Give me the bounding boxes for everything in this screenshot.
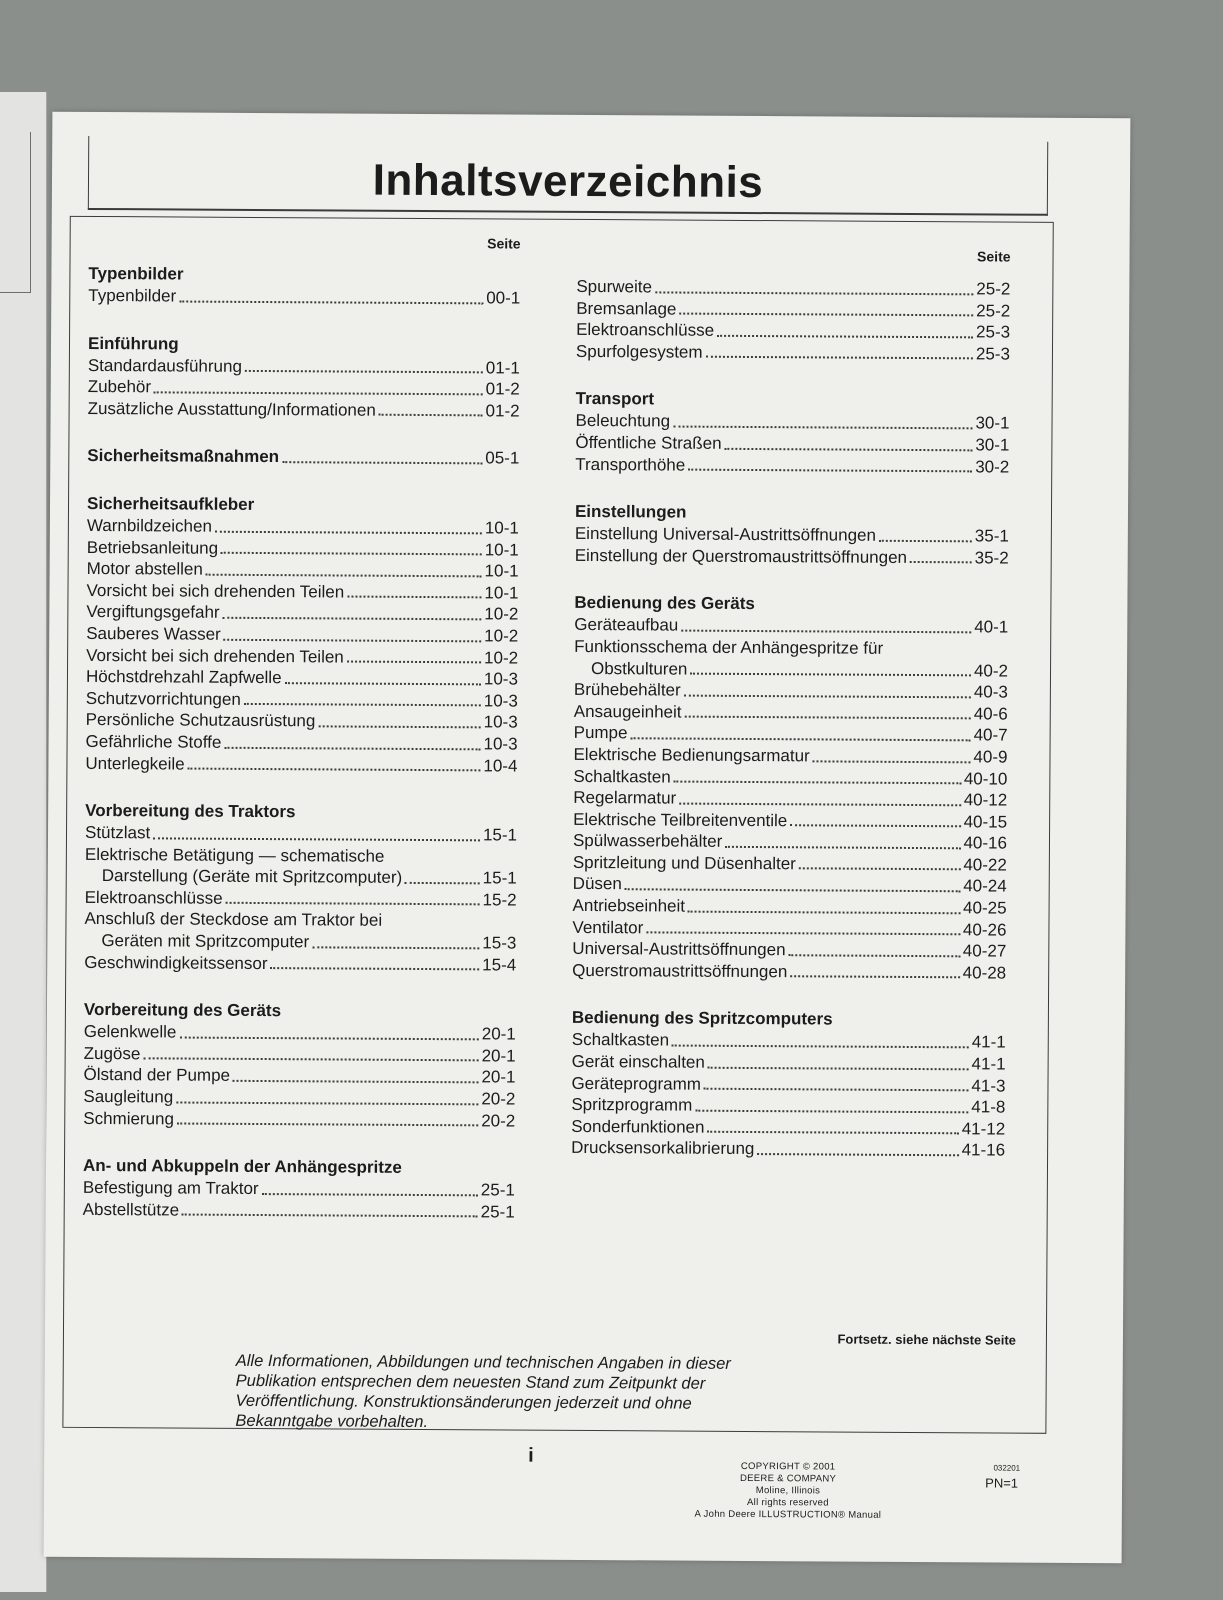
toc-entry [573,873,1007,897]
page-ref: 40-16 [963,833,1008,853]
page-ref: 40-6 [973,704,1008,724]
toc-entry [573,830,1007,854]
page-ref: 20-1 [481,1024,516,1044]
toc-entry [86,644,518,668]
toc-entry-label: Vergiftungsgefahr [86,602,220,623]
page-ref: 20-2 [481,1110,516,1131]
page-ref: 40-22 [963,855,1007,875]
section-title: Transport [575,389,655,409]
page-ref: 40-7 [973,725,1008,745]
toc-entry-label: Vorsicht bei sich drehenden Teilen [86,645,344,667]
toc-left-column [82,217,521,1222]
dot-leader [708,1065,969,1070]
copyright-block [673,1461,903,1522]
toc-entry [571,1073,1005,1097]
toc-entry [85,865,517,889]
toc-entry [83,1177,515,1201]
section-title: Sicherheitsmaßnahmen [87,446,280,467]
page-ref: 15-3 [482,933,517,953]
toc-entry-label: Geräteprogramm [571,1073,701,1094]
toc-entry [88,376,520,400]
copyright-line: COPYRIGHT © 2001 [740,1460,836,1473]
page-ref: 41-1 [971,1054,1006,1074]
page-ref: 10-4 [483,755,518,776]
dot-leader [245,369,483,373]
dot-leader [706,355,973,360]
page-ref: 30-2 [975,456,1010,477]
toc-entry [83,1064,515,1088]
toc-entry-label: Schmierung [83,1108,175,1129]
page-ref: 40-26 [962,919,1007,940]
page-ref: 40-28 [962,963,1007,983]
toc-entry-label: Sonderfunktionen [571,1116,705,1137]
dot-leader [690,672,971,677]
seite-header-right: Seite [977,248,1011,265]
toc-entry-label: Sauberes Wasser [86,623,221,644]
dot-leader [684,693,971,698]
toc-entry-label: Elektroanschlüsse [576,320,715,340]
page-ref: 41-8 [971,1097,1006,1117]
page-ref: 10-2 [484,647,519,668]
page-ref: 01-2 [485,401,520,421]
copyright-line: Moline, Illinois [755,1485,821,1497]
toc-entry-label: Stützlast [84,823,151,843]
toc-entry [572,960,1006,984]
page-ref: 20-1 [481,1067,516,1088]
page-ref: 10-3 [483,691,518,711]
dot-leader [704,1087,969,1092]
seite-header-left: Seite [487,235,521,252]
page-ref: 40-24 [963,876,1007,897]
section-title: Bedienung des Spritzcomputers [571,1008,833,1029]
toc-section [83,999,516,1132]
dot-leader [630,736,970,741]
copyright-line: All rights reserved [747,1496,829,1509]
dot-leader [215,529,482,534]
page-ref: 40-9 [973,747,1008,767]
toc-entry [571,1116,1005,1140]
page-ref: 25-1 [480,1180,515,1200]
toc-entry [572,1029,1006,1053]
toc-section [88,263,520,309]
page-ref: 41-16 [961,1140,1006,1160]
page-ref: 25-3 [976,322,1011,342]
dot-leader [725,446,973,451]
toc-entry-label: Betriebsanleitung [86,537,219,558]
toc-entry-label: Düsen [572,874,622,894]
toc-section [572,592,1008,984]
toc-section [83,1155,515,1223]
dot-leader [405,881,480,884]
dot-leader [684,715,970,720]
toc-entry [85,887,517,911]
dot-leader [707,1130,958,1135]
toc-entry [576,276,1010,300]
toc-entry [86,623,518,647]
page-ref: 41-3 [971,1075,1006,1096]
dot-leader [244,702,481,706]
toc-entry-label: Universal-Austrittsöffnungen [572,939,786,960]
toc-section [88,333,521,422]
page-ref: 10-2 [484,604,519,624]
copyright-line: A John Deere ILLUSTRUCTION® Manual [694,1508,882,1521]
toc-entry [88,355,520,379]
dot-leader [176,1100,478,1105]
page-ref: 30-1 [975,413,1010,433]
toc-entry [87,515,519,539]
title-frame [88,136,1048,216]
dot-leader [143,1057,478,1062]
dot-leader [681,629,971,634]
toc-entry [571,1137,1005,1161]
toc-entry-label: Einstellung Universal-Austrittsöffnungen [574,524,877,545]
toc-entry [574,657,1008,681]
section-title: Vorbereitung des Traktors [85,801,296,822]
toc-entry [575,523,1009,547]
toc-entry [574,679,1008,703]
toc-entry [87,537,519,561]
toc-entry [85,752,517,776]
toc-entry-label: Schaltkasten [571,1030,670,1050]
dot-leader [347,660,481,664]
toc-entry-label: Pumpe [573,723,628,743]
page-ref: 35-2 [974,548,1009,568]
dot-leader [224,745,480,750]
page-ref: 40-10 [963,768,1008,789]
dot-leader [318,724,480,728]
toc-entry-label: Persönliche Schutzausrüstung [85,710,316,731]
toc-entry-label: Spritzleitung und Düsenhalter [572,852,796,874]
toc-entry-label: Ventilator [572,917,644,938]
toc-entry [572,938,1006,962]
page-ref: 40-1 [974,617,1009,637]
dot-leader [673,424,972,429]
toc-section [87,445,519,469]
toc-entry [572,1051,1006,1075]
toc-left-list [82,263,520,1249]
dot-leader [177,1122,478,1127]
document-code: 032201 [993,1463,1021,1473]
toc-entry-label: Befestigung am Traktor [82,1178,259,1199]
page-ref: 15-4 [482,955,517,975]
copyright-line: DEERE & COMPANY [739,1472,837,1485]
dot-leader [262,1192,478,1196]
toc-entry-label: Spurfolgesystem [575,341,703,362]
page-ref: 35-1 [974,526,1009,546]
page-ref: 15-2 [482,890,517,910]
toc-entry-continuation: Darstellung (Geräte mit Spritzcomputer) [101,866,403,888]
toc-section [85,493,519,777]
page-ref: 10-1 [484,539,519,560]
dot-leader [679,801,961,806]
toc-entry-label: Warnbildzeichen [86,515,212,536]
toc-entry-label: Ansaugeinheit [573,701,682,722]
dot-leader [312,945,479,949]
toc-entry [576,341,1010,365]
toc-entry-continuation: Geräten mit Spritzcomputer [101,931,310,952]
dot-leader [182,1213,478,1218]
dot-leader [674,780,961,785]
dot-leader [725,845,960,849]
section-title: Typenbilder [88,263,184,284]
toc-entry-label: Zugöse [83,1043,141,1064]
toc-entry [85,822,517,846]
dot-leader [285,681,481,685]
page-ref: 10-3 [483,734,518,754]
page-ref: 01-1 [485,357,520,378]
page-ref: 25-3 [975,344,1011,364]
page-ref: 20-2 [481,1089,516,1109]
page-ref: 40-3 [973,682,1008,702]
section-title: Einführung [87,333,179,354]
dot-leader [910,560,972,563]
toc-entry-label: Motor abstellen [86,559,203,579]
toc-entry-label: Ölstand der Pumpe [83,1065,231,1086]
toc-entry-label: Spritzprogramm [571,1095,693,1115]
toc-entry-label: Zusätzliche Ausstattung/Informationen [87,398,376,420]
toc-entry [84,930,516,954]
dot-leader [179,1035,478,1040]
toc-entry [84,1043,516,1067]
page-ref: 30-1 [975,435,1010,455]
dot-leader [224,637,481,642]
toc-entry [86,666,518,690]
toc-entry-label: Spurweite [576,276,653,297]
toc-entry [83,1199,515,1223]
toc-entry [575,432,1009,456]
toc-entry [574,722,1008,746]
toc-section [576,276,1011,365]
facing-page-frame [0,132,31,293]
toc-entry-label: Transporthöhe [575,454,686,475]
toc-entry-label: Elektrische Bedienungsarmatur [573,744,810,766]
dot-leader [188,767,481,772]
toc-entry-label: Höchstdrehzahl Zapfwelle [85,667,282,688]
toc-entry-label: Elektroanschlüsse [84,887,223,908]
dot-leader [688,909,960,914]
toc-entry-label: Typenbilder [88,285,177,306]
toc-entry-label: Beleuchtung [575,411,671,431]
toc-section [571,1007,1006,1161]
page-ref: 41-12 [961,1119,1006,1139]
facing-page-edge [0,92,47,1592]
toc-entry [576,298,1010,322]
dot-leader [226,901,480,906]
manual-page [44,112,1131,1564]
dot-leader [655,290,973,295]
toc-entry-label: Vorsicht bei sich drehenden Teilen [86,580,345,602]
dot-leader [154,390,483,395]
toc-entry [574,701,1008,725]
toc-entry [573,809,1007,833]
dot-leader [223,616,482,621]
page-ref: 05-1 [485,448,520,468]
page-title: Inhaltsverzeichnis [372,155,764,208]
dot-leader [347,595,481,599]
toc-entry-label: Gefährliche Stoffe [85,731,222,752]
dot-leader [790,975,959,979]
notice-line: Veröffentlichung. Konstruktionsänderungen jederzeit und ohne [235,1391,692,1413]
toc-entry-label: Regelarmatur [573,788,677,808]
toc-entry-label: Brühebehälter [573,680,681,700]
dot-leader [757,1152,958,1156]
dot-leader [799,867,960,871]
toc-entry [84,952,516,976]
page-ref: 25-2 [976,279,1011,299]
toc-entry [86,731,518,755]
toc-entry-label: Standardausführung [87,355,242,376]
dot-leader [790,824,960,828]
dot-leader [206,572,482,577]
toc-right-list [571,276,1011,1188]
toc-entry [575,410,1009,434]
toc-section [575,501,1009,569]
page-ref: 10-3 [483,669,519,689]
page-ref: 40-27 [962,941,1007,961]
page-ref: 25-1 [480,1202,515,1222]
toc-entry [575,453,1009,477]
toc-entry-label: Gerät einschalten [571,1051,705,1072]
toc-entry-label: Abstellstütze [82,1199,180,1220]
page-ref: 10-1 [484,561,519,581]
disclaimer-notice [235,1351,795,1434]
page-ref: 40-25 [963,898,1007,918]
toc-entry-label: Saugleitung [83,1086,174,1107]
page-ref: 20-1 [481,1046,516,1066]
toc-entry-label: Schutzvorrichtungen [85,688,241,709]
dot-leader [625,887,960,892]
page-ref: 10-3 [483,712,518,732]
toc-entry [86,601,518,625]
toc-entry [572,917,1006,941]
dot-leader [221,551,482,556]
page-number: i [528,1444,534,1467]
toc-entry-label: Schaltkasten [573,766,671,787]
page-ref: 41-1 [971,1032,1006,1052]
toc-entry-label: Querstromaustrittsöffnungen [572,960,788,982]
toc-entry [84,1021,516,1045]
toc-entry-label: Zubehör [87,377,152,397]
dot-leader [379,413,483,417]
toc-entry [88,285,520,309]
toc-entry [86,580,518,604]
toc-entry-label: Geräteaufbau [574,615,679,635]
page-ref: 15-1 [482,825,518,845]
toc-entry-label: Drucksensorkalibrierung [571,1138,755,1159]
toc-entry [86,709,518,733]
toc-entry-label: Unterlegkeile [85,753,185,774]
toc-entry [86,688,518,712]
page-ref: 25-2 [976,300,1011,321]
toc-section-row [87,445,519,469]
toc-entry [576,319,1010,343]
toc-entry-continuation: Obstkulturen [590,658,688,679]
toc-entry [87,558,519,582]
page-ref: 10-1 [484,583,519,603]
toc-entry-label: Anschluß der Steckdose am Traktor bei [84,909,383,931]
page-ref: 40-12 [963,790,1008,810]
toc-right-column [571,220,1011,1160]
notice-line: Publikation entsprechen dem neuesten Stand zum Zeitpunkt der [235,1371,706,1393]
section-title: Vorbereitung des Geräts [83,1000,282,1021]
toc-entry [573,852,1007,876]
toc-entry-label: Einstellung der Querstromaustrittsöffnungen [574,545,908,567]
page-ref: 15-1 [482,868,517,888]
dot-leader [233,1079,479,1083]
toc-entry [575,545,1009,569]
toc-entry [573,787,1007,811]
toc-entry-label: Elektrische Betätigung — schematische [84,844,385,866]
toc-section [84,800,517,976]
toc-entry-label: Elektrische Teilbreitenventile [573,809,788,830]
toc-entry-label: Spülwasserbehälter [572,831,723,852]
dot-leader [813,759,971,763]
toc-entry-label: Gelenkwelle [83,1022,177,1042]
toc-entry-label: Funktionsschema der Anhängespritze für [574,636,884,658]
toc-entry [573,895,1007,919]
dot-leader [179,299,483,304]
toc-entry [88,398,520,422]
notice-line: Bekanntgabe vorbehalten. [235,1411,429,1432]
dot-leader [679,312,973,317]
page-ref: 10-2 [484,626,519,646]
section-title: Bedienung des Geräts [574,593,755,614]
dot-leader [879,539,972,543]
toc-section [575,388,1010,477]
page-ref: 40-2 [973,660,1009,681]
toc-entry [83,1108,515,1132]
toc-entry [571,1094,1005,1118]
section-title: Sicherheitsaufkleber [86,493,255,514]
page-ref: 10-1 [484,518,519,538]
notice-line: Alle Informationen, Abbildungen und technischen Angaben in dieser [235,1351,731,1373]
dot-leader [688,468,972,473]
toc-entry-label: Öffentliche Straßen [575,432,722,453]
toc-entry [83,1086,515,1110]
dot-leader [271,966,480,970]
continued-note: Fortsetz. siehe nächste Seite [837,1331,1016,1348]
dot-leader [695,1108,968,1113]
toc-entry-label: Bremsanlage [576,298,677,319]
page-ref: 40-15 [963,811,1008,832]
dot-leader [717,334,973,339]
dot-leader [646,931,960,936]
dot-leader [789,953,960,957]
dot-leader [282,460,482,464]
toc-entry-label: Geschwindigkeitssensor [84,952,268,973]
section-title: An- und Abkuppeln der Anhängespritze [82,1156,402,1178]
page-ref: 00-1 [486,288,521,308]
toc-entry [573,765,1007,789]
section-title: Einstellungen [574,502,687,522]
toc-entry [574,614,1008,638]
toc-entry [573,744,1007,768]
dot-leader [672,1044,969,1049]
part-number: PN=1 [985,1475,1019,1491]
page-ref: 01-2 [485,379,520,399]
toc-entry-label: Antriebseinheit [572,895,686,916]
dot-leader [153,836,480,841]
